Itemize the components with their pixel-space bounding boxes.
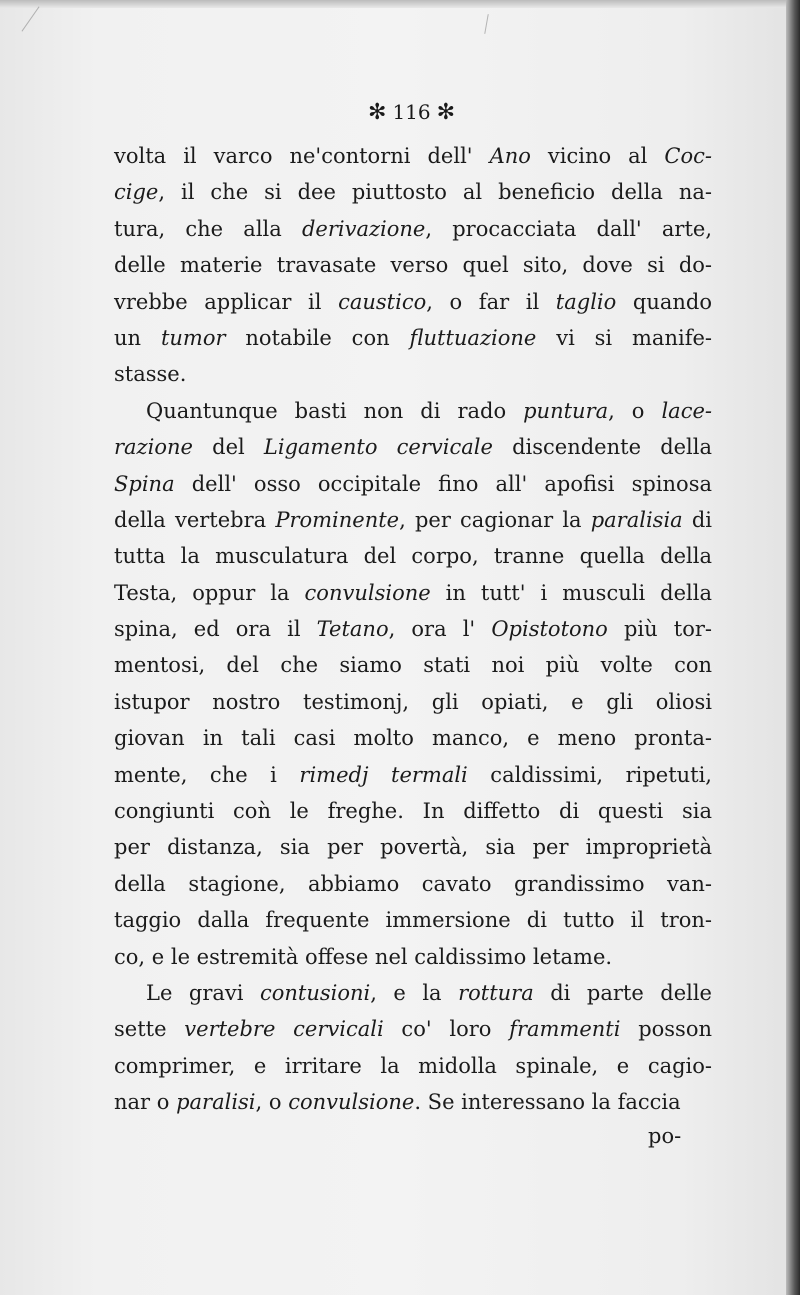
text-run: mentosi, del che siamo stati noi più volte con (114, 653, 712, 678)
text-run: vicino al (530, 144, 665, 168)
text-run: , o far il (426, 289, 556, 314)
italic-term: Spina (114, 471, 175, 496)
text-line (114, 284, 712, 320)
text-line (114, 502, 712, 538)
text-run: in tutt' i musculi della (430, 580, 712, 605)
text-line (114, 538, 712, 574)
text-run: tura, che alla (114, 216, 302, 241)
text-run: volta il varco ne'contorni dell' (114, 144, 490, 168)
ornament-right: ✻ (436, 100, 456, 125)
italic-term: fluttuazione (409, 325, 537, 350)
text-run: di parte delle (533, 980, 712, 1005)
catchword: po- (648, 1124, 682, 1148)
italic-term: Ligamento cervicale (263, 435, 493, 460)
text-run: congiunti coǹ le freghe. In diffetto di questi sia (114, 799, 712, 824)
text-run: posson (620, 1017, 713, 1042)
text-line (114, 320, 712, 356)
text-line (114, 1084, 712, 1120)
text-line (114, 393, 712, 429)
italic-term: caustico (338, 289, 427, 314)
text-run: , per cagionar la (399, 507, 591, 532)
italic-term: paralisia (590, 507, 683, 532)
italic-term: convulsione (288, 1090, 415, 1115)
text-run: sette (114, 1017, 185, 1042)
italic-term: rimedj termali (299, 762, 468, 787)
text-run: , il che si dee piuttosto al beneficio della na- (158, 180, 712, 205)
text-line (114, 720, 712, 756)
text-run: , ora l' (388, 617, 492, 642)
italic-term: contusioni (259, 980, 371, 1005)
text-line (114, 684, 712, 720)
text-line (114, 575, 712, 611)
text-run: istupor nostro testimonj, gli opiati, e gli oliosi (114, 689, 712, 714)
text-run: , o (255, 1090, 289, 1115)
italic-term: Ano (489, 144, 531, 168)
text-run: co' loro (383, 1017, 510, 1042)
italic-term: vertebre cervicali (184, 1017, 384, 1042)
text-run: vi si manife- (536, 325, 712, 350)
text-line (114, 611, 712, 647)
text-run: della stagione, abbiamo cavato grandissimo van- (114, 871, 712, 896)
text-run: giovan in tali casi molto manco, e meno pronta- (114, 726, 712, 751)
text-line (114, 174, 712, 210)
text-run: taggio dalla frequente immersione di tutto il tron- (114, 908, 712, 933)
text-run: , o (608, 398, 662, 423)
text-run: notabile con (225, 325, 410, 350)
italic-term: puntura (523, 398, 609, 423)
running-header (368, 100, 508, 132)
text-line (114, 138, 712, 174)
scan-speck (484, 14, 488, 34)
text-run: Quantunque basti non di rado (146, 398, 524, 423)
italic-term: rottura (458, 980, 534, 1005)
text-line (114, 793, 712, 829)
text-line (114, 866, 712, 902)
text-run: stasse. (114, 362, 187, 387)
italic-term: Tetano (316, 617, 389, 642)
text-run: Le gravi (146, 980, 260, 1005)
text-run: mente, che i (114, 762, 300, 787)
page-number: 116 (392, 100, 431, 124)
text-run: del (192, 435, 264, 460)
text-run: delle materie travasate verso quel sito, dove si do- (114, 253, 712, 278)
text-run: spina, ed ora il (114, 617, 317, 642)
text-run: Testa, oppur la (114, 580, 305, 605)
text-run: quando (616, 289, 712, 314)
italic-term: taglio (555, 289, 617, 314)
text-run: di (682, 507, 712, 532)
text-run: un (114, 325, 161, 350)
text-run: co, e le estremità offese nel caldissimo letame. (114, 944, 613, 969)
text-line (114, 466, 712, 502)
text-run: . Se interessano la faccia (414, 1090, 681, 1115)
text-line (114, 429, 712, 465)
italic-term: tumor (160, 325, 226, 350)
text-run: della vertebra (114, 507, 276, 532)
italic-term: Opistotono (491, 617, 608, 642)
text-run: per distanza, sia per povertà, sia per improprietà (114, 835, 712, 860)
text-run: , procacciata dall' arte, (425, 216, 712, 241)
text-line (114, 1011, 712, 1047)
italic-term: Coc- (664, 144, 712, 168)
text-line (114, 247, 712, 283)
text-line (114, 829, 712, 865)
ornament-left: ✻ (368, 100, 387, 125)
text-run: comprimer, e irritare la midolla spinale, e cagio- (114, 1053, 712, 1078)
text-line (114, 902, 712, 938)
text-line (114, 647, 712, 683)
italic-term: razione (114, 435, 193, 460)
text-run: vrebbe applicar il (114, 289, 339, 314)
italic-term: paralisi (176, 1090, 256, 1115)
text-run: nar o (114, 1090, 177, 1115)
text-line (114, 939, 712, 975)
scan-speck (21, 6, 39, 31)
text-run: più tor- (607, 617, 712, 642)
body-text (114, 138, 712, 1121)
text-run: caldissimi, ripetuti, (467, 762, 712, 787)
text-line (114, 757, 712, 793)
italic-term: Prominente (275, 507, 400, 532)
text-line (114, 356, 712, 392)
text-run: , e la (370, 980, 459, 1005)
text-line (114, 211, 712, 247)
page-binding-shadow (786, 0, 800, 1295)
text-line (114, 1048, 712, 1084)
text-run: tutta la musculatura del corpo, tranne quella della (114, 544, 712, 569)
text-run: dell' osso occipitale fino all' apofisi spinosa (174, 471, 712, 496)
text-line (114, 975, 712, 1011)
italic-term: convulsione (304, 580, 431, 605)
italic-term: frammenti (509, 1017, 621, 1042)
italic-term: cige (114, 180, 159, 205)
italic-term: lace- (661, 398, 712, 423)
italic-term: derivazione (301, 216, 426, 241)
page-top-edge (0, 0, 800, 8)
text-run: discendente della (492, 435, 713, 460)
